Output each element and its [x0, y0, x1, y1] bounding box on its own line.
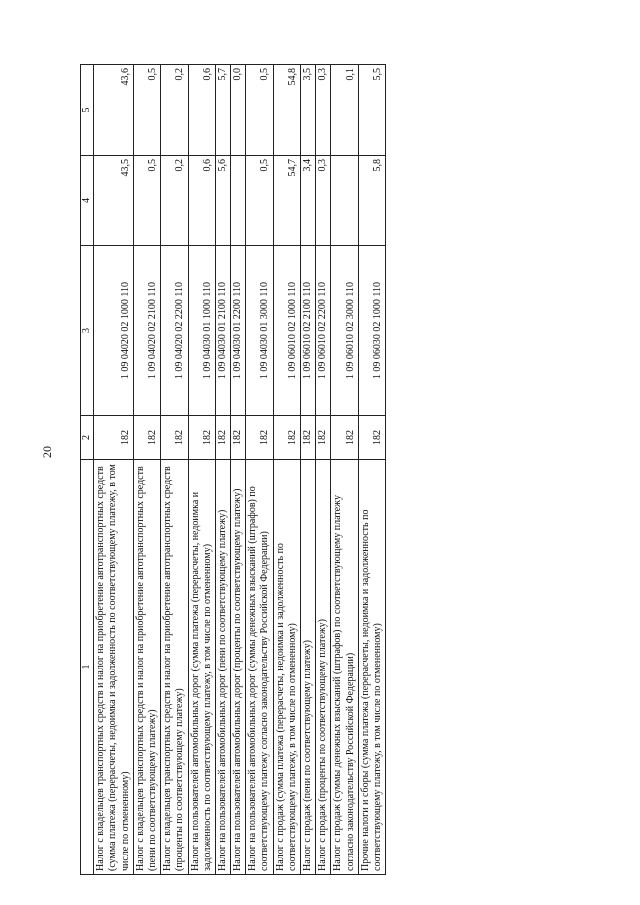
row-value-5-cell: 5,7: [215, 65, 230, 156]
row-name-cell: Налог на пользователей автомобильных дорог (сумма платежа (перерасчеты, недоимка и задолженность по соответствующему платежу, в том числе по отмененному): [188, 460, 215, 875]
row-value-5-cell: 43,6: [94, 65, 134, 156]
row-name-cell: Прочие налоги и сборы (сумма платежа (перерасчеты, недоимка и задолженность по соответствующему платежу, в том числе по отмененному): [358, 460, 385, 875]
table-row: [133, 65, 160, 875]
rotated-table-wrapper: [80, 65, 612, 875]
row-name-cell: Налог на пользователей автомобильных дорог (проценты по соответствующему платежу): [231, 460, 246, 875]
header-col-4: 4: [81, 156, 94, 246]
table-row: [231, 65, 246, 875]
row-value-4-cell: 0,5: [133, 156, 160, 246]
table-row: [188, 65, 215, 875]
row-name-cell: Налог с продаж (суммы денежных взысканий (штрафов) по соответствующему платежу согласно законодательству Российской Федерации): [331, 460, 358, 875]
row-value-4-cell: 5,8: [358, 156, 385, 246]
table-row: [273, 65, 300, 875]
row-code-cell: 1 09 06010 02 2200 110: [316, 246, 331, 416]
row-code-cell: 1 09 04030 01 2200 110: [231, 246, 246, 416]
header-row: [81, 65, 94, 875]
row-name-cell: Налог с владельцев транспортных средств и налог на приобретение автотранспортных средств (пени по соответствующему платежу): [133, 460, 160, 875]
row-value-4-cell: 0,6: [188, 156, 215, 246]
row-name-cell: Налог с владельцев транспортных средств и налог на приобретение автотранспортных средств (проценты по соответствующему платежу): [161, 460, 188, 875]
row-code-cell: 1 09 06010 02 3000 110: [331, 246, 358, 416]
row-code-cell: 1 09 04030 01 3000 110: [246, 246, 273, 416]
row-value-5-cell: 0,5: [133, 65, 160, 156]
table-row: [94, 65, 134, 875]
row-admin-cell: 182: [301, 416, 316, 460]
row-code-cell: 1 09 04020 02 2200 110: [161, 246, 188, 416]
row-value-5-cell: 0,2: [161, 65, 188, 156]
row-value-4-cell: [331, 156, 358, 246]
table-body: [94, 65, 386, 875]
row-admin-cell: 182: [161, 416, 188, 460]
row-admin-cell: 182: [188, 416, 215, 460]
row-name-cell: Налог с продаж (пени по соответствующему платежу): [301, 460, 316, 875]
header-col-5: 5: [81, 65, 94, 156]
header-col-3: 3: [81, 246, 94, 416]
row-admin-cell: 182: [358, 416, 385, 460]
header-col-1: 1: [81, 460, 94, 875]
row-code-cell: 1 09 04020 02 1000 110: [94, 246, 134, 416]
table-row: [215, 65, 230, 875]
table-row: [331, 65, 358, 875]
row-value-5-cell: 0,5: [246, 65, 273, 156]
row-value-4-cell: 0,5: [246, 156, 273, 246]
row-admin-cell: 182: [94, 416, 134, 460]
row-value-5-cell: 0,3: [316, 65, 331, 156]
table-row: [301, 65, 316, 875]
row-admin-cell: 182: [231, 416, 246, 460]
table-row: [246, 65, 273, 875]
row-admin-cell: 182: [133, 416, 160, 460]
page-number: 20: [40, 446, 54, 458]
row-code-cell: 1 09 04020 02 2100 110: [133, 246, 160, 416]
row-name-cell: Налог с продаж (проценты по соответствующему платежу): [316, 460, 331, 875]
row-value-5-cell: 0,0: [231, 65, 246, 156]
row-value-4-cell: 43,5: [94, 156, 134, 246]
row-value-5-cell: 54,8: [273, 65, 300, 156]
row-code-cell: 1 09 04030 01 2100 110: [215, 246, 230, 416]
row-value-4-cell: 0,2: [161, 156, 188, 246]
row-admin-cell: 182: [316, 416, 331, 460]
row-value-4-cell: 5,6: [215, 156, 230, 246]
row-value-4-cell: 3,4: [301, 156, 316, 246]
row-admin-cell: 182: [215, 416, 230, 460]
row-value-4-cell: [231, 156, 246, 246]
row-name-cell: Налог с владельцев транспортных средств и налог на приобретение автотранспортных средств (сумма платежа (перерасчеты, недоимка и задолженность по соответствующему платежу, в том числе по отмененному): [94, 460, 134, 875]
row-code-cell: 1 09 06030 02 1000 110: [358, 246, 385, 416]
row-admin-cell: 182: [246, 416, 273, 460]
row-value-5-cell: 0,6: [188, 65, 215, 156]
row-code-cell: 1 09 06010 02 2100 110: [301, 246, 316, 416]
table-row: [358, 65, 385, 875]
row-admin-cell: 182: [331, 416, 358, 460]
budget-table: [80, 64, 386, 875]
table-row: [316, 65, 331, 875]
row-name-cell: Налог на пользователей автомобильных дорог (пени по соответствующему платежу): [215, 460, 230, 875]
row-name-cell: Налог на пользователей автомобильных дорог (суммы денежных взысканий (штрафов) по соответствующему платежу согласно законодательству Российской Федерации): [246, 460, 273, 875]
row-value-5-cell: 5,5: [358, 65, 385, 156]
row-code-cell: 1 09 06010 02 1000 110: [273, 246, 300, 416]
row-name-cell: Налог с продаж (сумма платежа (перерасчеты, недоимка и задолженность по соответствующему платежу, в том числе по отмененному): [273, 460, 300, 875]
row-value-4-cell: 0,3: [316, 156, 331, 246]
row-admin-cell: 182: [273, 416, 300, 460]
row-value-4-cell: 54,7: [273, 156, 300, 246]
header-col-2: 2: [81, 416, 94, 460]
row-value-5-cell: 3,5: [301, 65, 316, 156]
row-code-cell: 1 09 04030 01 1000 110: [188, 246, 215, 416]
row-value-5-cell: 0,1: [331, 65, 358, 156]
table-row: [161, 65, 188, 875]
